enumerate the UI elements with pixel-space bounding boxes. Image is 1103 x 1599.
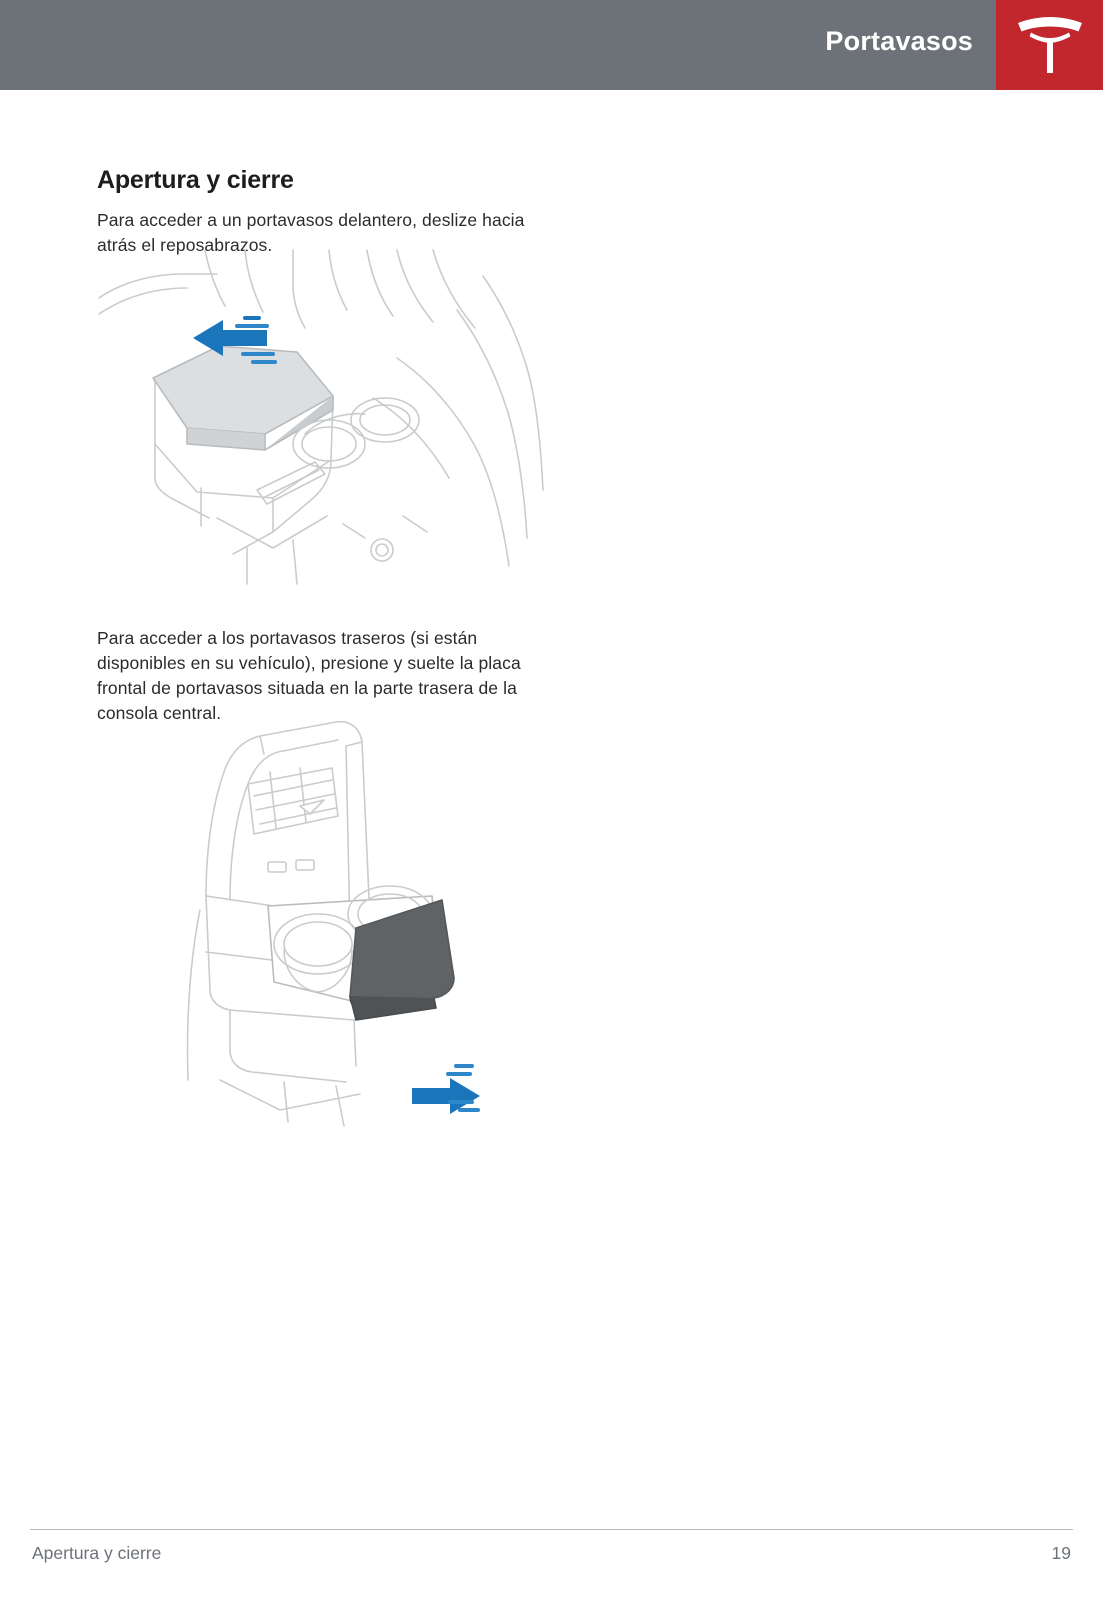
tesla-logo-block <box>996 0 1103 90</box>
tesla-logo-icon <box>1014 17 1086 73</box>
footer-divider <box>30 1529 1073 1530</box>
page-title: Portavasos <box>825 26 973 56</box>
paragraph-front-cupholder: Para acceder a un portavasos delantero, deslize hacia atrás el reposabrazos. <box>97 209 525 255</box>
page-header <box>0 0 1103 90</box>
page-footer <box>0 1529 1103 1599</box>
paragraph-rear-cupholder: Para acceder a los portavasos traseros (si están disponibles en su vehículo), presione y suelte la placa frontal de portavasos situada en la parte trasera de la consola central. <box>97 627 521 723</box>
section-heading: Apertura y cierre <box>97 165 294 194</box>
front-armrest-cupholder-illustration <box>97 248 545 586</box>
footer-section-label: Apertura y cierre <box>32 1543 162 1563</box>
rear-console-cupholder-illustration <box>160 710 550 1150</box>
arrow-right-icon <box>412 1066 480 1114</box>
page-number: 19 <box>1051 1543 1071 1563</box>
